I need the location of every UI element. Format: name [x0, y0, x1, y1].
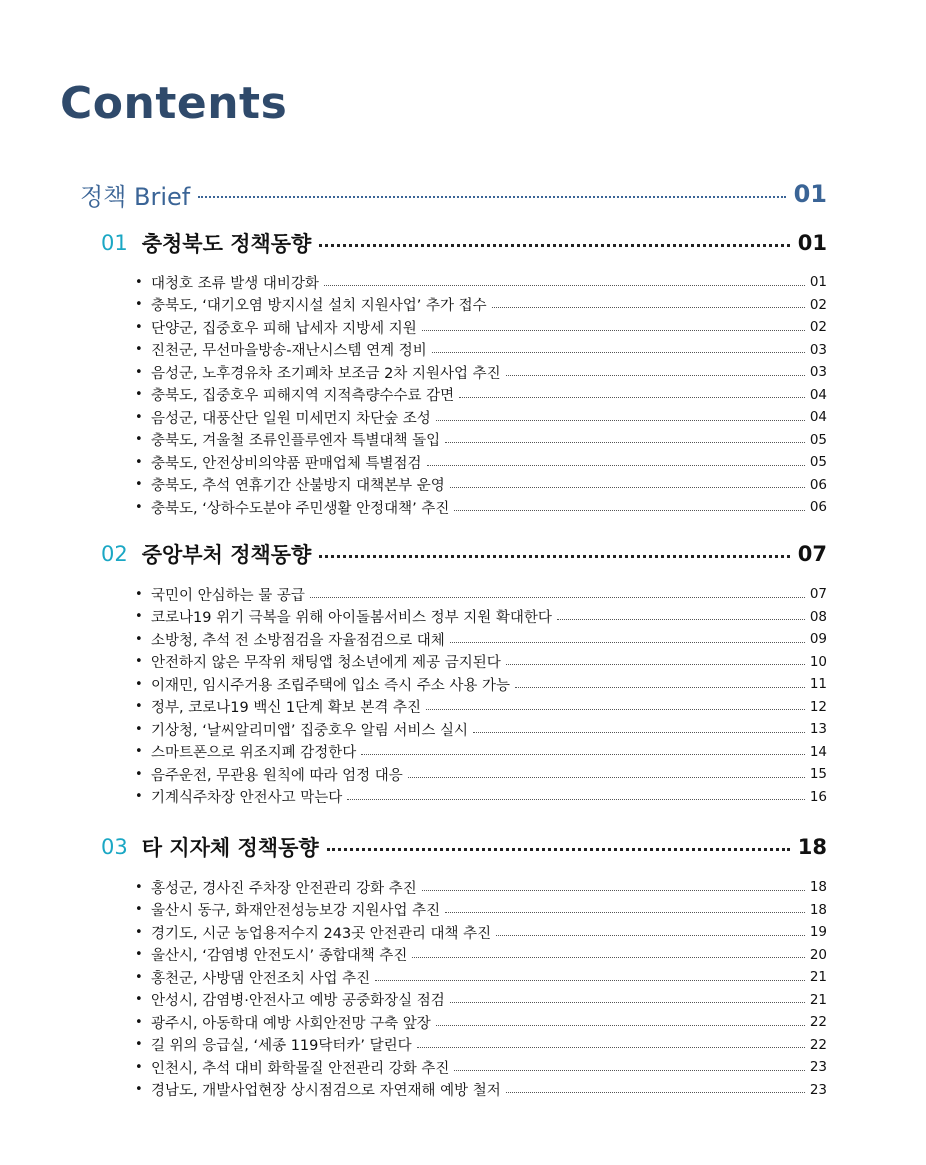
toc-item-title: 충북도, ‘상하수도분야 주민생활 안정대책’ 추진 — [151, 500, 450, 517]
toc-item-page: 02 — [809, 319, 827, 336]
bullet-icon: • — [135, 969, 143, 985]
toc-item-page: 04 — [809, 409, 827, 426]
toc-item[interactable] — [135, 921, 827, 944]
toc-item-page: 03 — [809, 364, 827, 381]
section-03-items — [135, 876, 827, 1101]
toc-item-page: 22 — [809, 1036, 827, 1053]
toc-item-title: 소방청, 추석 전 소방점검을 자율점검으로 대체 — [151, 632, 445, 649]
toc-item-title: 광주시, 아동학대 예방 사회안전망 구축 앞장 — [151, 1015, 431, 1032]
section-page: 18 — [797, 835, 827, 859]
toc-item-title: 안성시, 감염병·안전사고 예방 공중화장실 점검 — [151, 993, 445, 1010]
dot-leader — [324, 285, 805, 286]
toc-item-title: 음성군, 대풍산단 일원 미세먼지 차단숲 조성 — [151, 410, 431, 427]
toc-item-title: 기계식주차장 안전사고 막는다 — [151, 790, 343, 807]
section-title: 중앙부처 정책동향 — [141, 543, 312, 567]
toc-item[interactable] — [135, 1056, 827, 1079]
toc-item[interactable] — [135, 429, 827, 452]
bullet-icon: • — [135, 387, 143, 403]
toc-item-title: 인천시, 추석 대비 화학물질 안전관리 강화 추진 — [151, 1060, 450, 1077]
dot-leader — [496, 935, 805, 936]
toc-item-title: 울산시, ‘감염병 안전도시’ 종합대책 추진 — [151, 948, 408, 965]
toc-item[interactable] — [135, 628, 827, 651]
toc-item-title: 기상청, ‘날씨알리미앱’ 집중호우 알림 서비스 실시 — [151, 722, 469, 739]
toc-item-page: 10 — [809, 653, 827, 670]
toc-item[interactable] — [135, 271, 827, 294]
dot-leader — [454, 1070, 804, 1071]
toc-item-page: 14 — [809, 743, 827, 760]
toc-item[interactable] — [135, 339, 827, 362]
bullet-icon: • — [135, 1037, 143, 1053]
section-heading-02[interactable] — [101, 538, 827, 570]
toc-item[interactable] — [135, 876, 827, 899]
dot-leader — [506, 1092, 805, 1093]
section-01-items — [135, 271, 827, 519]
dot-leader — [445, 912, 805, 913]
dot-leader — [319, 555, 789, 558]
bullet-icon: • — [135, 992, 143, 1008]
bullet-icon: • — [135, 477, 143, 493]
bullet-icon: • — [135, 586, 143, 602]
toc-item-title: 진천군, 무선마을방송-재난시스템 연계 정비 — [151, 343, 427, 360]
toc-item[interactable] — [135, 496, 827, 519]
bullet-icon: • — [135, 342, 143, 358]
toc-item-title: 음주운전, 무관용 원칙에 따라 엄정 대응 — [151, 767, 403, 784]
section-heading-03[interactable] — [101, 831, 827, 863]
toc-item-page: 20 — [809, 946, 827, 963]
toc-item-title: 충북도, 겨울철 조류인플루엔자 특별대책 돌입 — [151, 433, 441, 450]
bullet-icon: • — [135, 609, 143, 625]
dot-leader — [327, 848, 790, 851]
toc-item[interactable] — [135, 583, 827, 606]
toc-item-title: 홍천군, 사방댐 안전조치 사업 추진 — [151, 970, 371, 987]
bullet-icon: • — [135, 432, 143, 448]
dot-leader — [347, 799, 805, 800]
toc-item-title: 국민이 안심하는 물 공급 — [151, 587, 305, 604]
toc-item-title: 정부, 코로나19 백신 1단계 확보 본격 추진 — [151, 700, 422, 717]
toc-item-page: 15 — [809, 766, 827, 783]
dot-leader — [412, 957, 804, 958]
section-title: 타 지자체 정책동향 — [141, 836, 319, 860]
toc-item-page: 23 — [809, 1059, 827, 1076]
toc-item[interactable] — [135, 1079, 827, 1102]
bullet-icon: • — [135, 1059, 143, 1075]
bullet-icon: • — [135, 902, 143, 918]
toc-item-title: 음성군, 노후경유차 조기폐차 보조금 2차 지원사업 추진 — [151, 365, 501, 382]
dot-leader — [408, 777, 805, 778]
dot-leader — [198, 196, 785, 198]
toc-item-page: 02 — [809, 296, 827, 313]
dot-leader — [432, 352, 805, 353]
toc-item-title: 경남도, 개발사업현장 상시점검으로 자연재해 예방 철저 — [151, 1083, 501, 1100]
toc-item-page: 18 — [809, 901, 827, 918]
bullet-icon: • — [135, 319, 143, 335]
dot-leader — [361, 754, 804, 755]
dot-leader — [422, 890, 805, 891]
toc-item[interactable] — [135, 763, 827, 786]
toc-item-page: 05 — [809, 454, 827, 471]
toc-item-title: 단양군, 집중호우 피해 납세자 지방세 지원 — [151, 320, 417, 337]
bullet-icon: • — [135, 676, 143, 692]
dot-leader — [422, 330, 805, 331]
toc-item-page: 06 — [809, 499, 827, 516]
bullet-icon: • — [135, 297, 143, 313]
toc-item[interactable] — [135, 294, 827, 317]
section-page: 01 — [797, 231, 827, 255]
toc-item[interactable] — [135, 316, 827, 339]
toc-item-title: 안전하지 않은 무작위 채팅앱 청소년에게 제공 금지된다 — [151, 655, 501, 672]
toc-item-page: 23 — [809, 1081, 827, 1098]
bullet-icon: • — [135, 409, 143, 425]
section-page: 07 — [797, 542, 827, 566]
bullet-icon: • — [135, 789, 143, 805]
toc-item-page: 06 — [809, 476, 827, 493]
bullet-icon: • — [135, 454, 143, 470]
section-heading-01[interactable] — [101, 227, 827, 259]
dot-leader — [417, 1047, 805, 1048]
bullet-icon: • — [135, 631, 143, 647]
toc-item-page: 07 — [809, 586, 827, 603]
toc-item-title: 충북도, 안전상비의약품 판매업체 특별점검 — [151, 455, 422, 472]
toc-item[interactable] — [135, 451, 827, 474]
dot-leader — [450, 1002, 805, 1003]
dot-leader — [310, 597, 805, 598]
toc-item-title: 충북도, 집중호우 피해지역 지적측량수수료 감면 — [151, 388, 455, 405]
dot-leader — [450, 642, 805, 643]
toc-item[interactable] — [135, 786, 827, 809]
bullet-icon: • — [135, 947, 143, 963]
toc-item-page: 18 — [809, 879, 827, 896]
dot-leader — [426, 709, 805, 710]
toc-item-title: 길 위의 응급실, ‘세종 119닥터카’ 달린다 — [151, 1038, 412, 1055]
bullet-icon: • — [135, 721, 143, 737]
toc-item-page: 13 — [809, 721, 827, 738]
bullet-icon: • — [135, 364, 143, 380]
toc-item-page: 19 — [809, 924, 827, 941]
dot-leader — [454, 510, 804, 511]
toc-item[interactable] — [135, 606, 827, 629]
bullet-icon: • — [135, 654, 143, 670]
toc-item-title: 홍성군, 경사진 주차장 안전관리 강화 추진 — [151, 880, 417, 897]
dot-leader — [427, 465, 805, 466]
toc-item-page: 04 — [809, 386, 827, 403]
toc-item-page: 21 — [809, 991, 827, 1008]
dot-leader — [319, 244, 789, 247]
toc-item-page: 03 — [809, 341, 827, 358]
brief-entry[interactable] — [80, 178, 827, 210]
dot-leader — [473, 732, 805, 733]
dot-leader — [557, 619, 805, 620]
dot-leader — [375, 980, 805, 981]
dot-leader — [436, 420, 805, 421]
dot-leader — [445, 442, 805, 443]
toc-item-title: 코로나19 위기 극복을 위해 아이돌봄서비스 정부 지원 확대한다 — [151, 610, 552, 627]
toc-item[interactable] — [135, 1034, 827, 1057]
toc-item[interactable] — [135, 673, 827, 696]
bullet-icon: • — [135, 1014, 143, 1030]
toc-item-page: 11 — [809, 676, 827, 693]
toc-item-page: 21 — [809, 969, 827, 986]
toc-item-page: 08 — [809, 608, 827, 625]
toc-item[interactable] — [135, 944, 827, 967]
toc-item[interactable] — [135, 741, 827, 764]
page-title: Contents — [60, 78, 288, 129]
dot-leader — [492, 307, 805, 308]
bullet-icon: • — [135, 1082, 143, 1098]
toc-item-page: 01 — [809, 274, 827, 291]
toc-item[interactable] — [135, 1011, 827, 1034]
toc-item-title: 스마트폰으로 위조지폐 감정한다 — [151, 745, 357, 762]
section-number: 01 — [101, 231, 128, 255]
bullet-icon: • — [135, 499, 143, 515]
bullet-icon: • — [135, 766, 143, 782]
dot-leader — [506, 664, 805, 665]
toc-item[interactable] — [135, 899, 827, 922]
bullet-icon: • — [135, 699, 143, 715]
toc-item-title: 충북도, 추석 연휴기간 산불방지 대책본부 운영 — [151, 478, 445, 495]
bullet-icon: • — [135, 924, 143, 940]
toc-item-page: 22 — [809, 1014, 827, 1031]
toc-item[interactable] — [135, 966, 827, 989]
dot-leader — [436, 1025, 805, 1026]
dot-leader — [506, 375, 805, 376]
toc-item[interactable] — [135, 384, 827, 407]
toc-item-title: 이재민, 임시주거용 조립주택에 입소 즉시 주소 사용 가능 — [151, 677, 511, 694]
brief-label: 정책 Brief — [80, 182, 191, 211]
toc-item-page: 05 — [809, 431, 827, 448]
dot-leader — [459, 397, 805, 398]
bullet-icon: • — [135, 879, 143, 895]
toc-item[interactable] — [135, 474, 827, 497]
toc-item[interactable] — [135, 989, 827, 1012]
section-number: 02 — [101, 542, 128, 566]
toc-item-title: 충북도, ‘대기오염 방지시설 설치 지원사업’ 추가 접수 — [151, 298, 487, 315]
toc-item-title: 경기도, 시군 농업용저수지 243곳 안전관리 대책 추진 — [151, 925, 492, 942]
toc-item[interactable] — [135, 361, 827, 384]
dot-leader — [515, 687, 805, 688]
toc-item-page: 16 — [809, 788, 827, 805]
dot-leader — [450, 487, 805, 488]
toc-item[interactable] — [135, 406, 827, 429]
toc-item-page: 12 — [809, 698, 827, 715]
section-title: 충청북도 정책동향 — [141, 232, 312, 256]
bullet-icon: • — [135, 274, 143, 290]
section-number: 03 — [101, 835, 128, 859]
toc-item[interactable] — [135, 718, 827, 741]
toc-item-title: 대청호 조류 발생 대비강화 — [151, 275, 319, 292]
section-02-items — [135, 583, 827, 808]
bullet-icon: • — [135, 744, 143, 760]
brief-page: 01 — [793, 180, 827, 208]
toc-item-page: 09 — [809, 631, 827, 648]
toc-item-title: 울산시 동구, 화재안전성능보강 지원사업 추진 — [151, 903, 441, 920]
toc-item[interactable] — [135, 651, 827, 674]
toc-item[interactable] — [135, 696, 827, 719]
